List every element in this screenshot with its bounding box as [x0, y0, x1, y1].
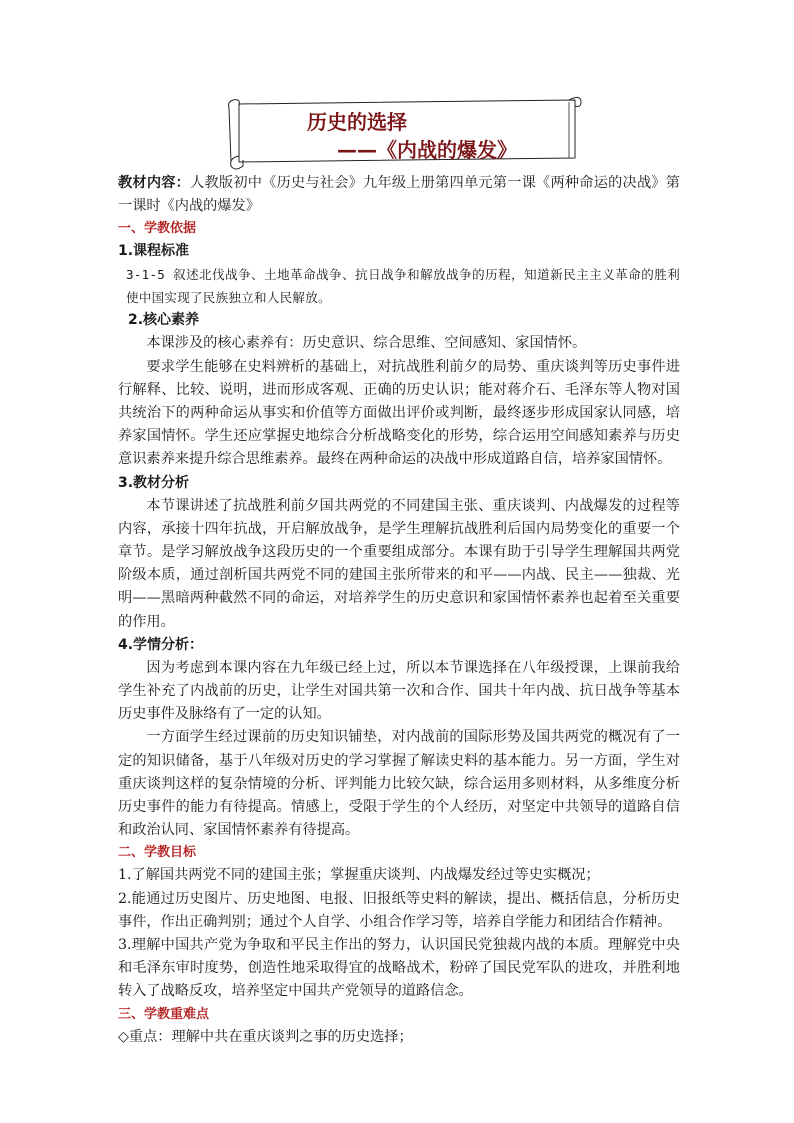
objective-2: 2.能通过历史图片、历史地图、电报、旧报纸等史料的解读，提出、概括信息，分析历史事件，作出正确判别；通过个人自学、小组合作学习等，培养自学能力和团结合作精神。	[118, 890, 680, 930]
core-literacy-text-2: 要求学生能够在史料辨析的基础上，对抗战胜利前夕的局势、重庆谈判等历史事件进行解释、比较、说明，进而形成客观、正确的历史认识；能对蒋介石、毛泽东等人物对国共统治下的两种命运从事实和价值等方面做出评价或判断，最终逐步形成国家认同感，培养家国情怀。学生还应掌握史地综合分析战略变化的形势，综合运用空间感知素养与历史意识素养来提升综合思维素养。最终在两种命运的决战中形成道路自信，培养家国情怀。	[118, 358, 680, 468]
title-banner	[225, 96, 585, 170]
section-heading-1: 一、学教依据	[118, 221, 197, 237]
subheading-textbook-analysis: 3.教材分析	[118, 474, 190, 491]
objective-3: 3.理解中国共产党为争取和平民主作出的努力，认识国民党独裁内战的本质。理解党中央和毛泽东审时度势，创造性地采取得宜的战略战术，粉碎了国民党军队的进攻，并胜利地转入了战略反攻，培养坚定中国共产党领导的道路信念。	[118, 937, 680, 1000]
curriculum-standard-text: 3-1-5 叙述北伐战争、土地革命战争、抗日战争和解放战争的历程，知道新民主主义革命的胜利使中国实现了民族独立和人民解放。	[126, 267, 680, 306]
objective-1: 1.了解国共两党不同的建国主张；掌握重庆谈判、内战爆发经过等史实概况；	[118, 867, 600, 884]
document-body	[118, 172, 680, 1049]
section-heading-2: 二、学教目标	[118, 845, 197, 861]
subheading-curriculum: 1.课程标准	[118, 243, 190, 260]
intro-label: 教材内容：	[118, 175, 191, 191]
subheading-learner-analysis: 4.学情分析：	[118, 636, 204, 653]
subheading-core-literacy: 2.核心素养	[128, 312, 200, 329]
page-subtitle: ——《内战的爆发》	[337, 138, 517, 162]
core-literacy-text-1: 本课涉及的核心素养有：历史意识、综合思维、空间感知、家国情怀。	[146, 335, 587, 352]
section-heading-3: 三、学教重难点	[118, 1006, 210, 1022]
intro-paragraph	[118, 172, 680, 218]
textbook-analysis-text: 本节课讲述了抗战胜利前夕国共两党的不同建国主张、重庆谈判、内战爆发的过程等内容，承接十四年抗战，开启解放战争，是学生理解抗战胜利后国内局势变化的重要一个章节。是学习解放战争这段历史的一个重要组成部分。本课有助于引导学生理解国共两党阶级本质，通过剖析国共两党不同的建国主张所带来的和平——内战、民主——独裁、光明——黑暗两种截然不同的命运，对培养学生的历史意识和家国情怀素养也起着至关重要的作用。	[118, 497, 680, 630]
intro-text: 人教版初中《历史与社会》九年级上册第四单元第一课《两种命运的决战》第一课时《内战的爆发》	[118, 175, 680, 215]
learner-analysis-text-2: 一方面学生经过课前的历史知识铺垫，对内战前的国际形势及国共两党的概况有了一定的知识储备，基于八年级对历史的学习掌握了解读史料的基本能力。另一方面，学生对重庆谈判这样的复杂情境的分析、评判能力比较欠缺，综合运用多则材料，从多维度分析历史事件的能力有待提高。情感上，受限于学生的个人经历，对坚定中共领导的道路自信和政治认同、家国情怀素养有待提高。	[118, 729, 680, 839]
page-title: 历史的选择	[307, 110, 407, 134]
key-point-1: ◇重点：理解中共在重庆谈判之事的历史选择；	[118, 1028, 413, 1045]
learner-analysis-text-1: 因为考虑到本课内容在九年级已经上过，所以本节课选择在八年级授课，上课前我给学生补充了内战前的历史，让学生对国共第一次和合作、国共十年内战、抗日战争等基本历史事件及脉络有了一定的认知。	[118, 659, 680, 723]
